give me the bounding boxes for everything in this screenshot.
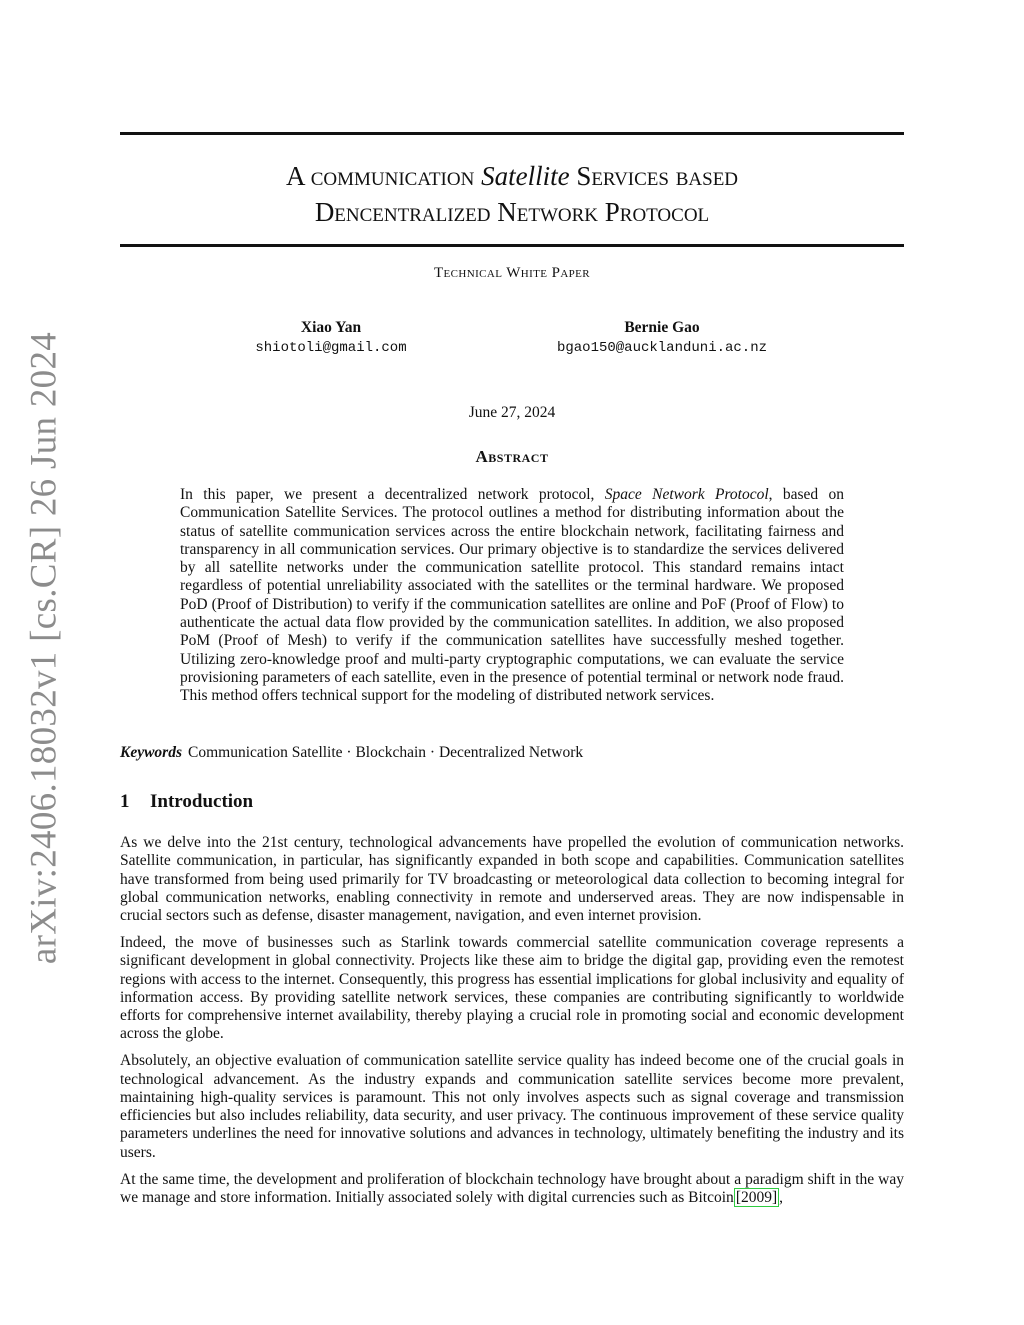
introduction-body bbox=[120, 834, 904, 1216]
author-email: shiotoli@gmail.com bbox=[255, 340, 407, 356]
intro-p4-trailing: , bbox=[779, 1188, 784, 1206]
intro-paragraph: Indeed, the move of businesses such as Starlink towards commercial satellite communication coverage represents a significant development in global connectivity. Projects like these aim to bridge the digital gap, providing even the remotest regions with access to the internet. Consequently, this progress has essential implications for global inclusivity and equality of information access. By providing satellite network services, these companies are contributing significantly to worldwide efforts for comprehensive internet availability, thereby playing a crucial role in promoting social and economic development across the globe. bbox=[120, 933, 904, 1043]
author-email: bgao150@aucklanduni.ac.nz bbox=[556, 340, 768, 356]
paper-title bbox=[120, 158, 904, 230]
section-heading-introduction bbox=[120, 791, 253, 813]
abstract-protocol-name: Space Network Protocol bbox=[604, 486, 769, 503]
keywords-text: Communication Satellite · Blockchain · Decentralized Network bbox=[188, 744, 584, 761]
abstract-heading: Abstract bbox=[475, 447, 549, 466]
paper-subtitle: Technical White Paper bbox=[433, 265, 591, 281]
author-name: Bernie Gao bbox=[624, 319, 700, 336]
abstract-text-before: In this paper, we present a decentralized network protocol, bbox=[180, 486, 605, 503]
title-line-2: Dencentralized Network Protocol bbox=[314, 197, 710, 227]
abstract-text-after: , based on Communication Satellite Services. The protocol outlines a method for distributing information about the status of satellite communication services across the entire blockchain network, facilitating fairness and transparency in all communication services. Our primary objective is to standardize the services delivered by all satellite networks under the communication satellite protocol. This standard remains intact regardless of potential unreliability associated with the satellites or the terminal hardware. We proposed PoD (Proof of Distribution) to verify if the communication satellites are online and PoF (Proof of Flow) to authenticate the actual data flow provided by the communication satellites. In addition, we also proposed PoM (Proof of Mesh) to verify if the communication satellites have successfully meshed together. Utilizing zero-knowledge proof and multi-party cryptographic computations, we can evaluate the service provisioning parameters of each satellite, even in the presence of potential terminal or network node fraud. This method offers technical support for the modeling of distributed network services. bbox=[180, 486, 845, 705]
intro-p4-text: At the same time, the development and proliferation of blockchain technology have brought about a paradigm shift in the way we manage and store information. Initially associated solely with digital currencies such as Bitcoin bbox=[120, 1170, 904, 1206]
intro-paragraph: As we delve into the 21st century, technological advancements have propelled the evolution of communication networks. Satellite communication, in particular, has significantly expanded in both scope and capabilities. Communication satellites have transformed from being used primarily for TV broadcasting or meteorological data collection to becoming integral for global communication networks, enabling connectivity in remote and underserved areas. They are now indispensable in crucial sectors such as defense, disaster management, navigation, and even internet provision. bbox=[120, 834, 904, 925]
title-part-a: A communication bbox=[285, 161, 482, 191]
citation-link-bitcoin[interactable]: [2009] bbox=[735, 1188, 778, 1206]
arxiv-identifier-stamp: arXiv:2406.18032v1 [cs.CR] 26 Jun 2024 bbox=[23, 331, 65, 965]
author-name: Xiao Yan bbox=[300, 319, 362, 336]
abstract-text bbox=[180, 486, 844, 706]
author-block-2 bbox=[512, 318, 812, 358]
keywords-line bbox=[120, 744, 904, 762]
title-line-1 bbox=[120, 158, 904, 194]
keywords-label: Keywords bbox=[120, 744, 182, 761]
title-part-em: Satellite bbox=[481, 161, 570, 191]
intro-paragraph bbox=[120, 1171, 904, 1208]
author-block-1 bbox=[181, 318, 481, 358]
title-part-b: Services based bbox=[569, 161, 739, 191]
title-rule-bottom bbox=[120, 244, 904, 247]
section-number: 1 bbox=[120, 791, 130, 812]
paper-date: June 27, 2024 bbox=[468, 404, 556, 421]
intro-paragraph: Absolutely, an objective evaluation of communication satellite service quality has indeed become one of the crucial goals in technological advancement. As the industry expands and communication satellite services become more prevalent, maintaining high-quality services is paramount. This not only involves aspects such as signal coverage and transmission efficiencies but also includes reliability, data security, and user privacy. The continuous improvement of these service quality parameters underlines the need for innovative solutions and advances in technology, ultimately benefiting the industry and its users. bbox=[120, 1052, 904, 1161]
title-rule-top bbox=[120, 132, 904, 135]
section-title: Introduction bbox=[150, 791, 254, 812]
